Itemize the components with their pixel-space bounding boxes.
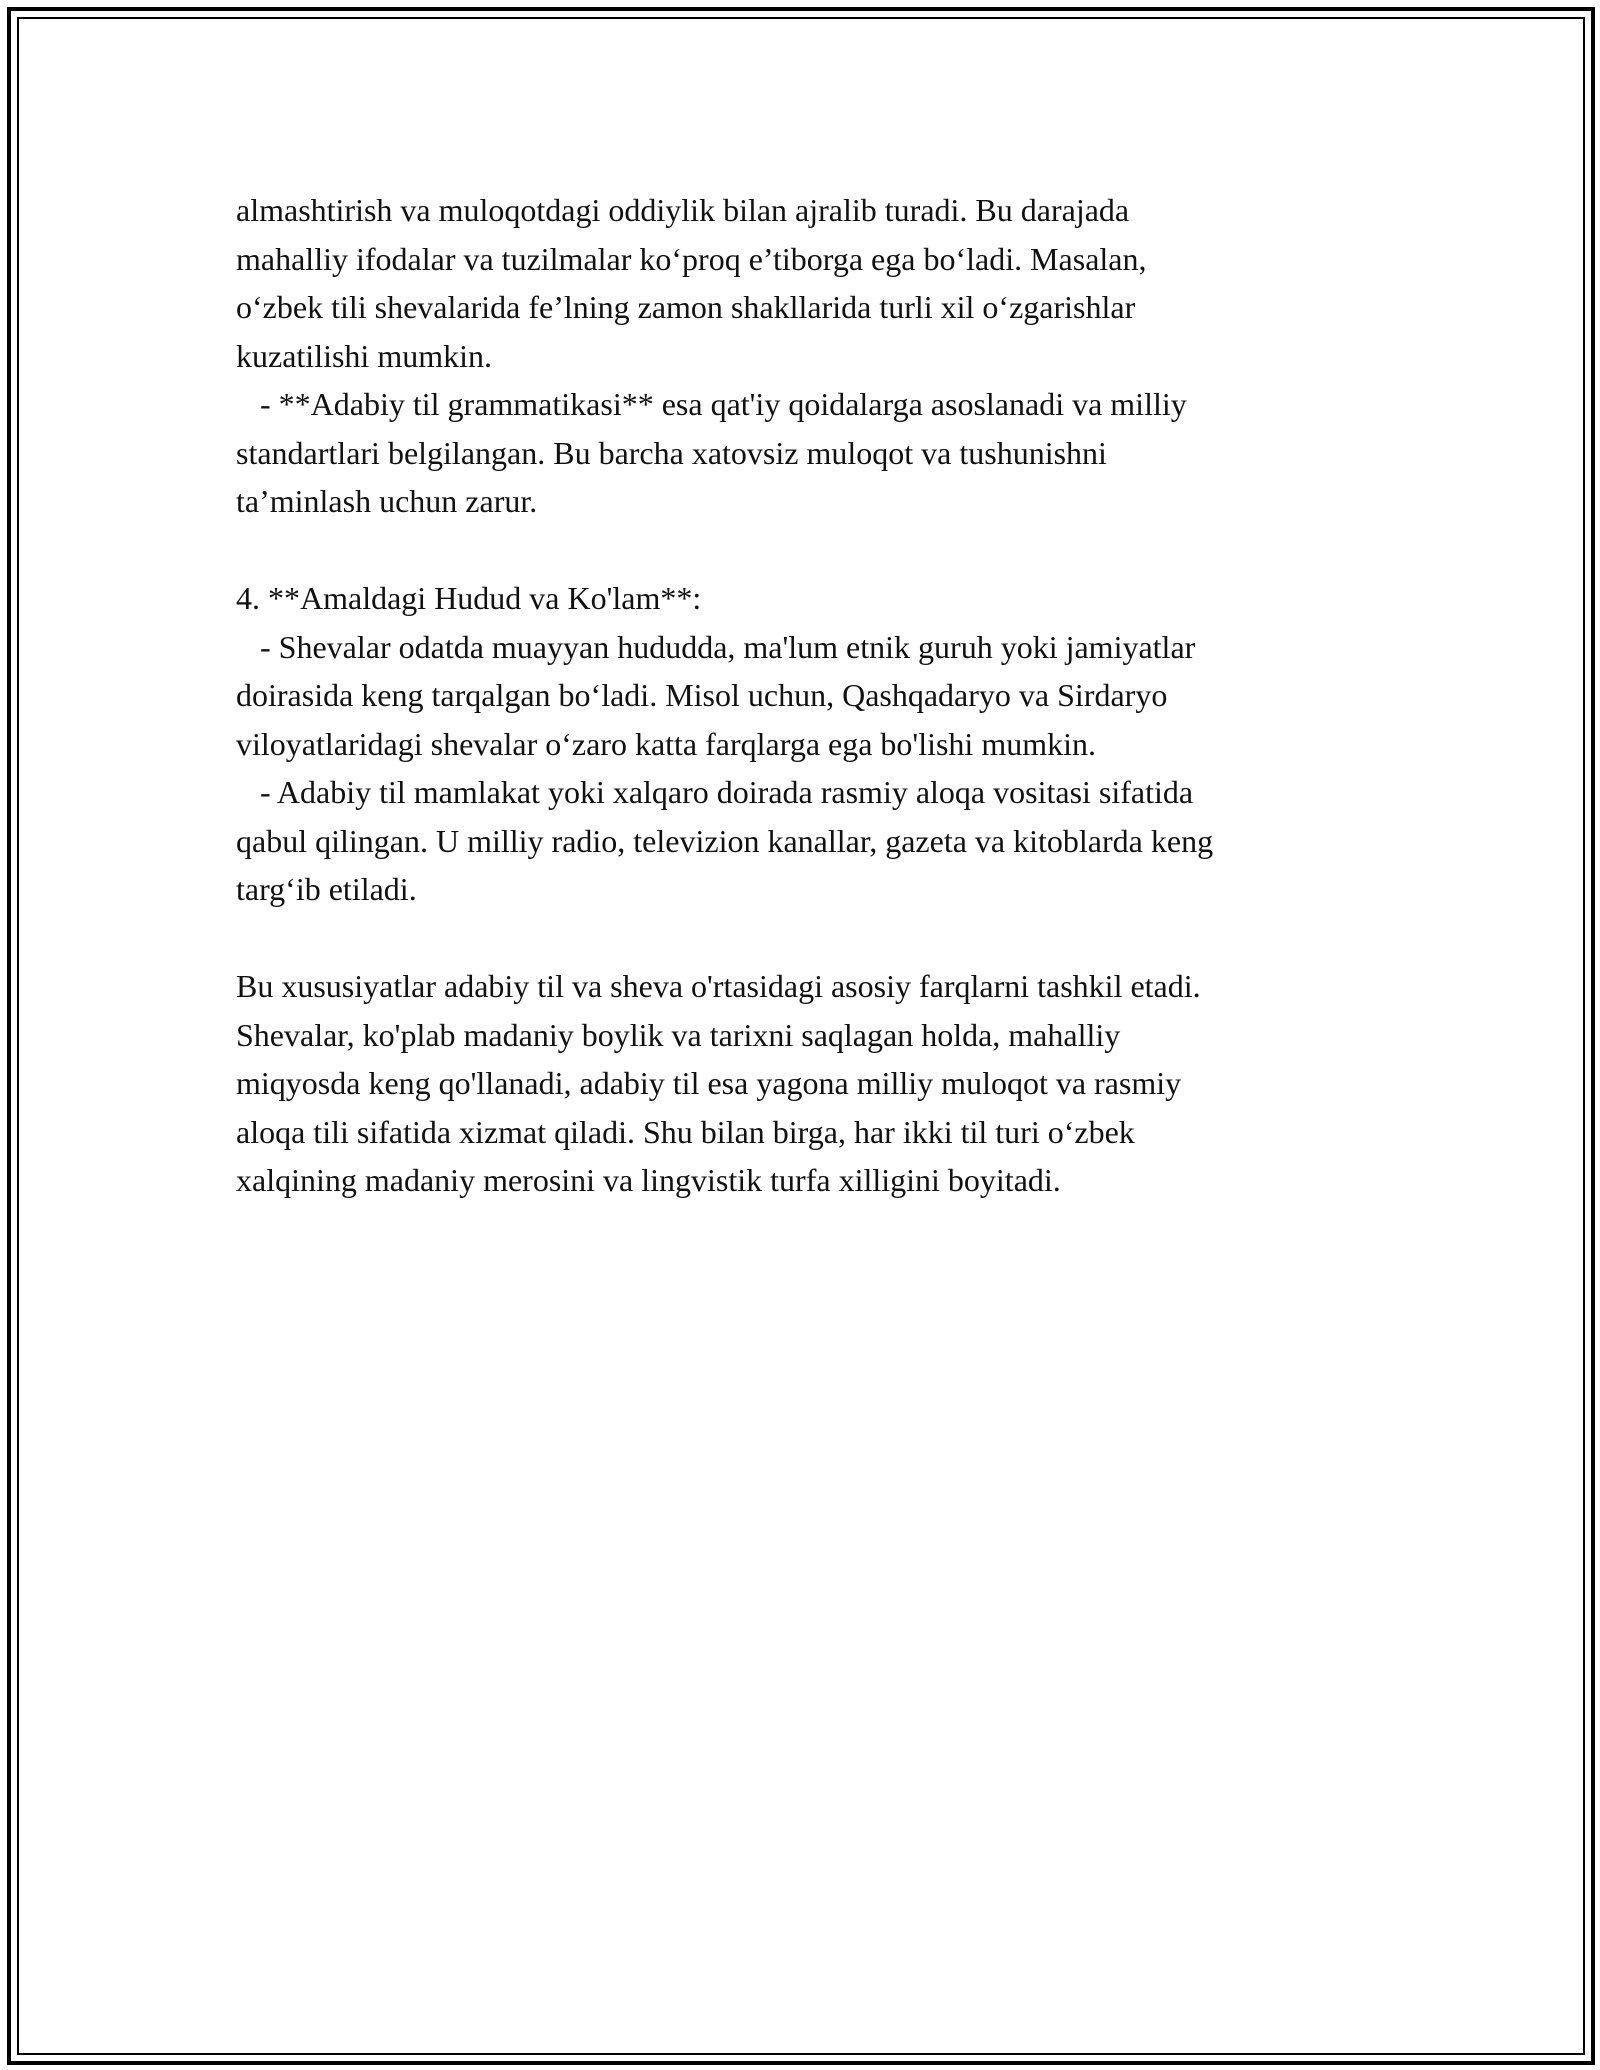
text-line: o‘zbek tili shevalarida fe’lning zamon shakllarida turli xil o‘zgarishlar [236,289,1136,325]
text-line: targ‘ib etiladi. [236,871,417,907]
paragraph-grammar [236,186,1386,526]
text-line: almashtirish va muloqotdagi oddiylik bilan ajralib turadi. Bu darajada [236,192,1130,228]
text-line: - Adabiy til mamlakat yoki xalqaro doirada rasmiy aloqa vositasi sifatida [236,774,1194,810]
document-body [236,186,1386,1205]
paragraph-territory-scope [236,574,1386,914]
text-line: standartlari belgilangan. Bu barcha xatovsiz muloqot va tushunishni [236,434,1107,471]
paragraph-spacer [236,914,1386,963]
text-line: - Shevalar odatda muayyan hududda, ma'lum etnik guruh yoki jamiyatlar [236,628,1196,665]
text-line: kuzatilishi mumkin. [236,337,492,374]
paragraph-spacer [236,526,1386,575]
section-heading: 4. **Amaldagi Hudud va Ko'lam**: [236,580,702,616]
text-line: aloqa tili sifatida xizmat qiladi. Shu bilan birga, har ikki til turi o‘zbek [236,1113,1135,1150]
text-line: doirasida keng tarqalgan bo‘ladi. Misol uchun, Qashqadaryo va Sirdaryo [236,677,1168,713]
text-line: Shevalar, ko'plab madaniy boylik va tarixni saqlagan holda, mahalliy [236,1016,1121,1053]
text-line: miqyosda keng qo'llanadi, adabiy til esa yagona milliy muloqot va rasmiy [236,1065,1182,1101]
text-line: ta’minlash uchun zarur. [236,483,538,519]
text-line: xalqining madaniy merosini va lingvistik turfa xilligini boyitadi. [236,1162,1061,1198]
text-line: - **Adabiy til grammatikasi** esa qat'iy qoidalarga asoslanadi va milliy [236,386,1187,422]
paragraph-conclusion [236,962,1386,1205]
text-line: mahalliy ifodalar va tuzilmalar ko‘proq e’tiborga ega bo‘ladi. Masalan, [236,240,1147,277]
text-line: viloyatlaridagi shevalar o‘zaro katta farqlarga ega bo'lishi mumkin. [236,725,1096,762]
text-line: qabul qilingan. U milliy radio, televizion kanallar, gazeta va kitoblarda keng [236,822,1214,859]
text-line: Bu xususiyatlar adabiy til va sheva o'rtasidagi asosiy farqlarni tashkil etadi. [236,968,1201,1004]
